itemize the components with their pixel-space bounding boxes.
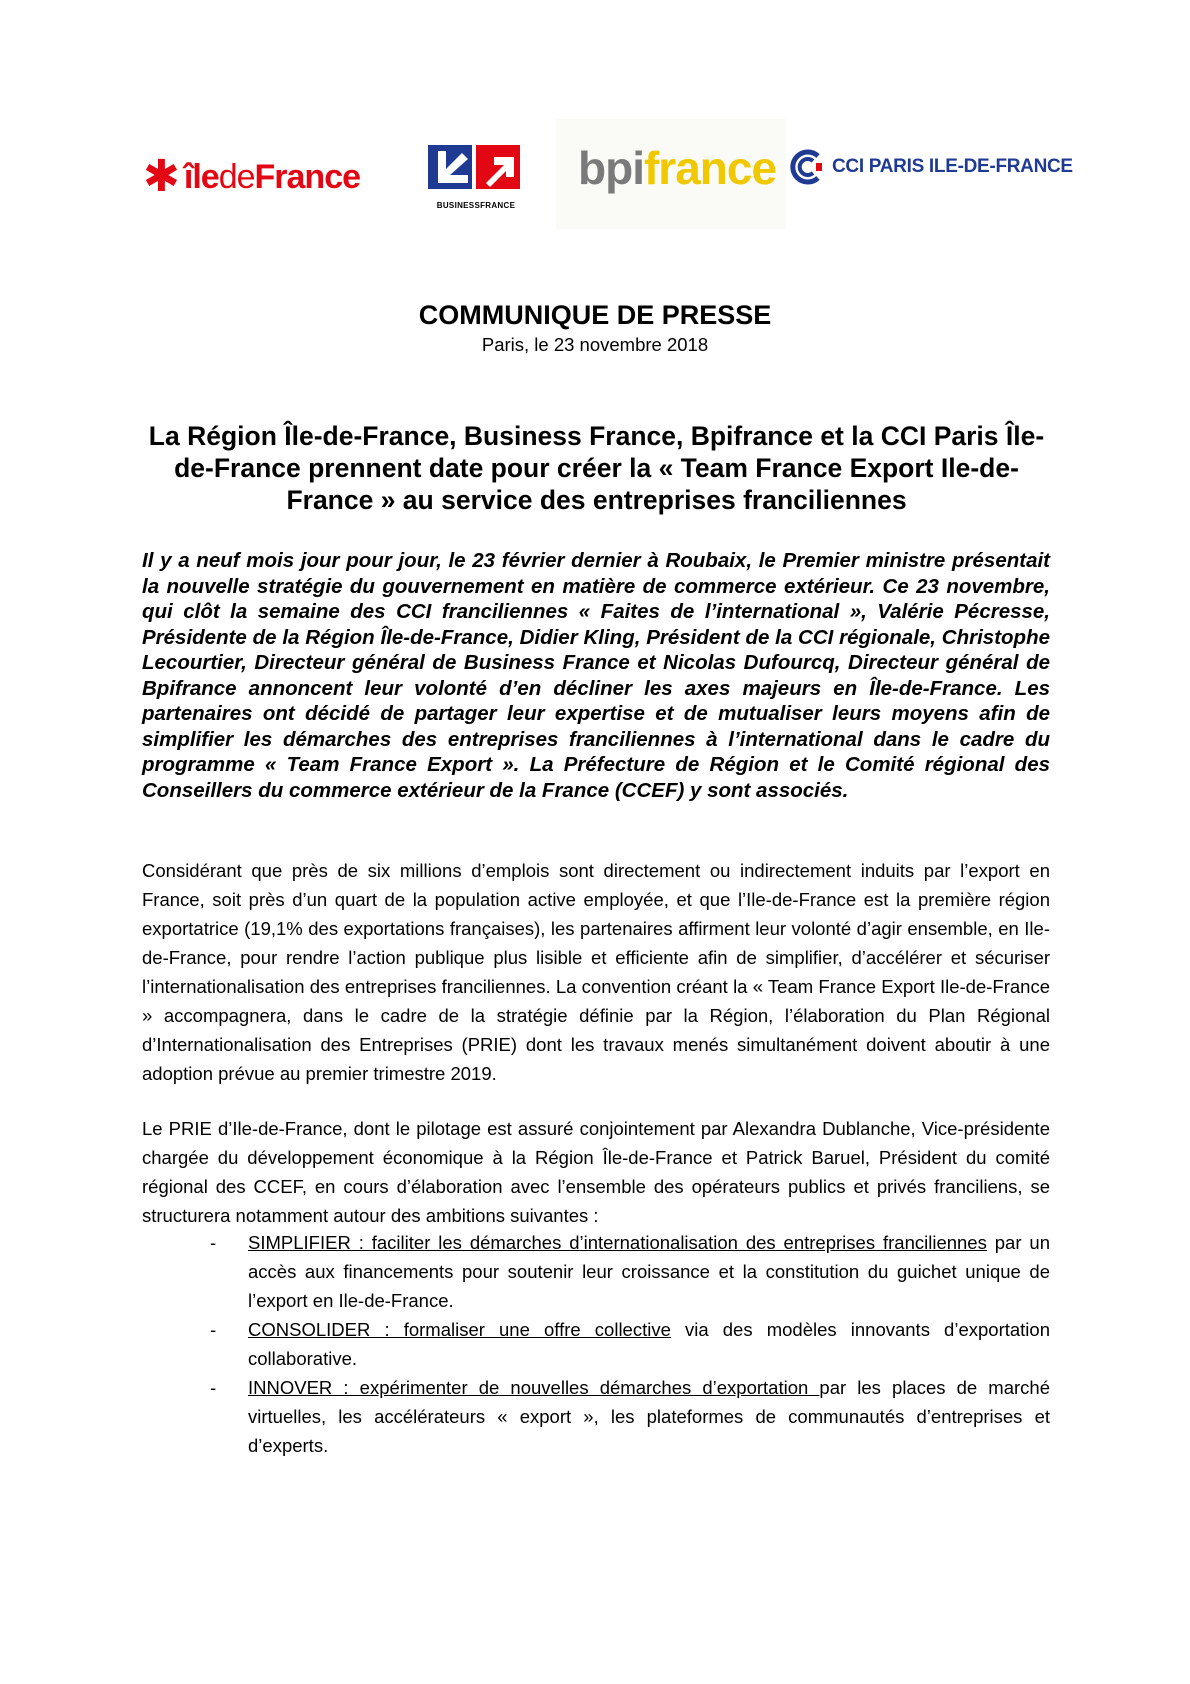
partner-logos	[0, 115, 1190, 235]
lead-paragraph: Il y a neuf mois jour pour jour, le 23 février dernier à Roubaix, le Premier ministre présentait la nouvelle stratégie du gouvernement en matière de commerce extérieur. Ce 23 novembre, qui clôt la semaine des CCI franciliennes « Faites de l’international », Valérie Pécresse, Présidente de la Région Île-de-France, Didier Kling, Président de la CCI régionale, Christophe Lecourtier, Directeur général de Business France et Nicolas Dufourcq, Directeur général de Bpifrance annoncent leur volonté d’en décliner les axes majeurs en Île-de-France. Les partenaires ont décidé de partager leur expertise et de mutualiser leurs moyens afin de simplifier les démarches des entreprises franciliennes à l’international dans le cadre du programme « Team France Export ». La Préfecture de Région et le Comité régional des Conseillers du commerce extérieur de la France (CCEF) y sont associés.	[142, 549, 1050, 802]
list-item: - SIMPLIFIER : faciliter les démarches d’internationalisation des entreprises franciliennes par un accès aux financements pour soutenir leur croissance et la constitution du guichet unique de l’export en Ile-de-France.	[210, 1232, 1050, 1311]
list-item: - INNOVER : expérimenter de nouvelles démarches d’exportation par les places de marché virtuelles, les accélérateurs « export », les plateformes de communautés d’entreprises et d’experts.	[210, 1377, 1050, 1456]
headline: La Région Île-de-France, Business France, Bpifrance et la CCI Paris Île-de-France prennent date pour créer la « Team France Export Ile-de-France » au service des entreprises franciliennes	[148, 421, 1045, 515]
ile-de-france-logo: ✱ îledeFrance	[143, 151, 361, 202]
ile-de-france-star-icon: ✱	[143, 151, 180, 202]
page-title: COMMUNIQUE DE PRESSE	[418, 300, 772, 330]
list-item: - CONSOLIDER : formaliser une offre collective via des modèles innovants d’exportation collaborative.	[210, 1319, 1050, 1369]
cci-paris-logo: CCI PARIS ILE-DE-FRANCE	[788, 147, 1073, 187]
release-date: Paris, le 23 novembre 2018	[481, 334, 709, 355]
business-france-logo: BUSINESSFRANCE	[428, 145, 524, 215]
business-france-mark-icon	[428, 145, 524, 199]
body-paragraph: Le PRIE d’Ile-de-France, dont le pilotage est assuré conjointement par Alexandra Dublanche, Vice-présidente chargée du développement économique à la Région Île-de-France et Patrick Baruel, Président du comité régional des CCEF, en cours d’élaboration avec l’ensemble des opérateurs publics et privés franciliens, se structurera notamment autour des ambitions suivantes :	[142, 1118, 1050, 1226]
cci-mark-icon	[788, 148, 826, 186]
body-paragraph: Considérant que près de six millions d’emplois sont directement ou indirectement induits par l’export en France, soit près d’un quart de la population active employée, et que l’Ile-de-France est la première région exportatrice (19,1% des exportations françaises), les partenaires affirment leur volonté d’agir ensemble, en Ile-de-France, pour rendre l’action publique plus lisible et efficiente afin de simplifier, d’accélérer et sécuriser l’internationalisation des entreprises franciliennes. La convention créant la « Team France Export Ile-de-France » accompagnera, dans le cadre de la stratégie définie par la Région, l’élaboration du Plan Régional d’Internationalisation des Entreprises (PRIE) dont les travaux menés simultanément doivent aboutir à une adoption prévue au premier trimestre 2019.	[142, 860, 1050, 1084]
ambitions-list	[142, 1228, 1050, 1460]
bpifrance-logo: bpifrance	[556, 119, 786, 229]
